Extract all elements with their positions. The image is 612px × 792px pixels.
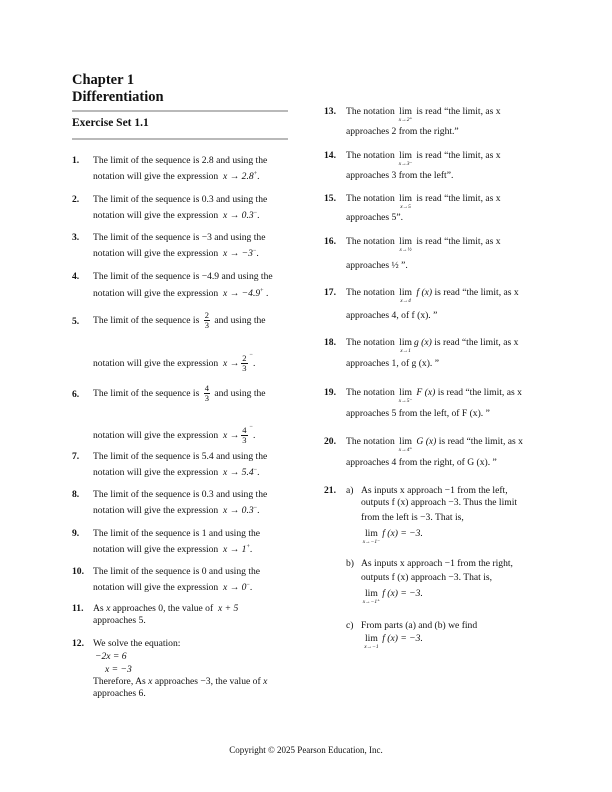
exercise-text: notation will give the expression x → 2.8+. xyxy=(93,171,260,183)
exercise-text: notation will give the expression x → 0−. xyxy=(93,582,253,594)
fraction: $\frac{4}{3}$ xyxy=(204,383,209,404)
exercise-text: notation will give the expression x → 5.4−. xyxy=(93,467,260,479)
exercise-text: The notation lim x→1 g (x) is read “the limit, as x xyxy=(346,337,519,354)
exercise-text: outputs f (x) approach −3. That is, xyxy=(361,572,492,583)
exercise-number: 15. xyxy=(324,193,336,204)
exercise-text: approaches 5 from the left, of F (x). ” xyxy=(346,408,490,419)
limit-equation: lim x→−1⁻ f (x) = −3. xyxy=(362,528,423,545)
exercise-number: 21. xyxy=(324,485,336,496)
exercise-number: 10. xyxy=(72,566,84,577)
exercise-text: The notation lim x→4⁺ G (x) is read “the limit, as x xyxy=(346,436,523,453)
exercise-text: notation will give the expression x → $\frac{2}{3}$ −. xyxy=(93,352,256,374)
exercise-number: 3. xyxy=(72,232,80,243)
exercise-text: As inputs x approach −1 from the right, xyxy=(361,558,513,569)
equation: x = −3 xyxy=(105,664,132,675)
exercise-text: outputs f (x) approach −3. Thus the limit xyxy=(361,497,518,508)
exercise-number: 7. xyxy=(72,451,80,462)
part-label: c) xyxy=(346,620,354,631)
exercise-text: approaches 3 from the left”. xyxy=(346,170,454,181)
exercise-number: 13. xyxy=(324,106,336,117)
chapter-heading xyxy=(72,72,164,106)
exercise-text: approaches 2 from the right.” xyxy=(346,126,459,137)
exercise-number: 20. xyxy=(324,436,336,447)
exercise-text: The notation lim x→½ is read “the limit, as x xyxy=(346,236,501,253)
exercise-number: 5. xyxy=(72,316,80,327)
exercise-number: 4. xyxy=(72,271,80,282)
exercise-text: From parts (a) and (b) we find xyxy=(361,620,478,631)
copyright-footer: Copyright © 2025 Pearson Education, Inc. xyxy=(229,745,383,755)
exercise-text: As x approaches 0, the value of x + 5 xyxy=(93,603,239,614)
exercise-text: The limit of the sequence is −4.9 and using the xyxy=(93,271,273,282)
exercise-text: notation will give the expression x → 1+. xyxy=(93,544,253,556)
exercise-number: 2. xyxy=(72,194,80,205)
exercise-number: 19. xyxy=(324,387,336,398)
exercise-text: Therefore, As x approaches −3, the value of x xyxy=(93,676,268,687)
exercise-number: 16. xyxy=(324,236,336,247)
exercise-text: The notation lim x→4 f (x) is read “the limit, as x xyxy=(346,287,519,304)
exercise-text: The limit of the sequence is $\frac{2}{3}$ and using the xyxy=(93,310,266,331)
exercise-number: 6. xyxy=(72,389,80,400)
exercise-number: 8. xyxy=(72,489,80,500)
exercise-text: approaches 5”. xyxy=(346,212,404,223)
divider-top xyxy=(72,110,288,112)
exercise-text: approaches 4 from the right, of G (x). ” xyxy=(346,457,497,468)
exercise-text: The limit of the sequence is 0 and using the xyxy=(93,566,261,577)
exercise-text: We solve the equation: xyxy=(93,638,181,649)
exercise-text: As inputs x approach −1 from the left, xyxy=(361,485,508,496)
fraction: $\frac{2}{3}$ xyxy=(204,310,209,331)
exercise-text: The limit of the sequence is 5.4 and using the xyxy=(93,451,268,462)
limit-equation: lim x→−1⁺ f (x) = −3. xyxy=(362,588,423,605)
exercise-text: approaches 4, of f (x). ” xyxy=(346,310,438,321)
exercise-text: The notation lim x→2⁺ is read “the limit, as x xyxy=(346,106,501,123)
part-label: a) xyxy=(346,485,354,496)
exercise-text: The limit of the sequence is 0.3 and using the xyxy=(93,489,268,500)
exercise-text: from the left is −3. That is, xyxy=(361,512,464,523)
exercise-text: notation will give the expression x → 0.3−. xyxy=(93,505,260,517)
exercise-text: approaches 6. xyxy=(93,688,146,699)
exercise-text: The limit of the sequence is 2.8 and using the xyxy=(93,155,268,166)
exercise-text: The limit of the sequence is $\frac{4}{3}$ and using the xyxy=(93,383,266,404)
exercise-text: The limit of the sequence is 1 and using the xyxy=(93,528,261,539)
fraction: $\frac{4}{3}$ xyxy=(242,425,247,446)
exercise-number: 11. xyxy=(72,603,84,614)
exercise-text: The limit of the sequence is −3 and using the xyxy=(93,232,266,243)
divider-bottom xyxy=(72,138,288,140)
exercise-text: The notation lim x→3⁻ is read “the limit, as x xyxy=(346,150,501,167)
exercise-text: The notation lim x→5 is read “the limit, as x xyxy=(346,193,501,210)
exercise-text: notation will give the expression x → −3−. xyxy=(93,248,259,260)
exercise-text: approaches ½ ”. xyxy=(346,260,408,271)
exercise-text: notation will give the expression x → −4.9+ . xyxy=(93,288,269,300)
exercise-number: 1. xyxy=(72,155,80,166)
exercise-text: approaches 1, of g (x). ” xyxy=(346,358,439,369)
chapter-number: Chapter 1 xyxy=(72,72,135,88)
exercise-number: 17. xyxy=(324,287,336,298)
chapter-title: Differentiation xyxy=(72,89,164,105)
equation: −2x = 6 xyxy=(95,651,127,662)
exercise-number: 14. xyxy=(324,150,336,161)
exercise-text: approaches 5. xyxy=(93,615,146,626)
exercise-text: The limit of the sequence is 0.3 and using the xyxy=(93,194,268,205)
exercise-text: The notation lim x→5⁻ F (x) is read “the limit, as x xyxy=(346,387,522,404)
limit-equation: lim x→−1 f (x) = −3. xyxy=(364,633,423,650)
section-title: Exercise Set 1.1 xyxy=(72,117,149,129)
exercise-text: notation will give the expression x → 0.3−. xyxy=(93,210,260,222)
exercise-text: notation will give the expression x → $\frac{4}{3}$ −. xyxy=(93,424,256,446)
exercise-number: 12. xyxy=(72,638,84,649)
part-label: b) xyxy=(346,558,354,569)
fraction: $\frac{2}{3}$ xyxy=(242,353,247,374)
exercise-number: 18. xyxy=(324,337,336,348)
exercise-number: 9. xyxy=(72,528,80,539)
